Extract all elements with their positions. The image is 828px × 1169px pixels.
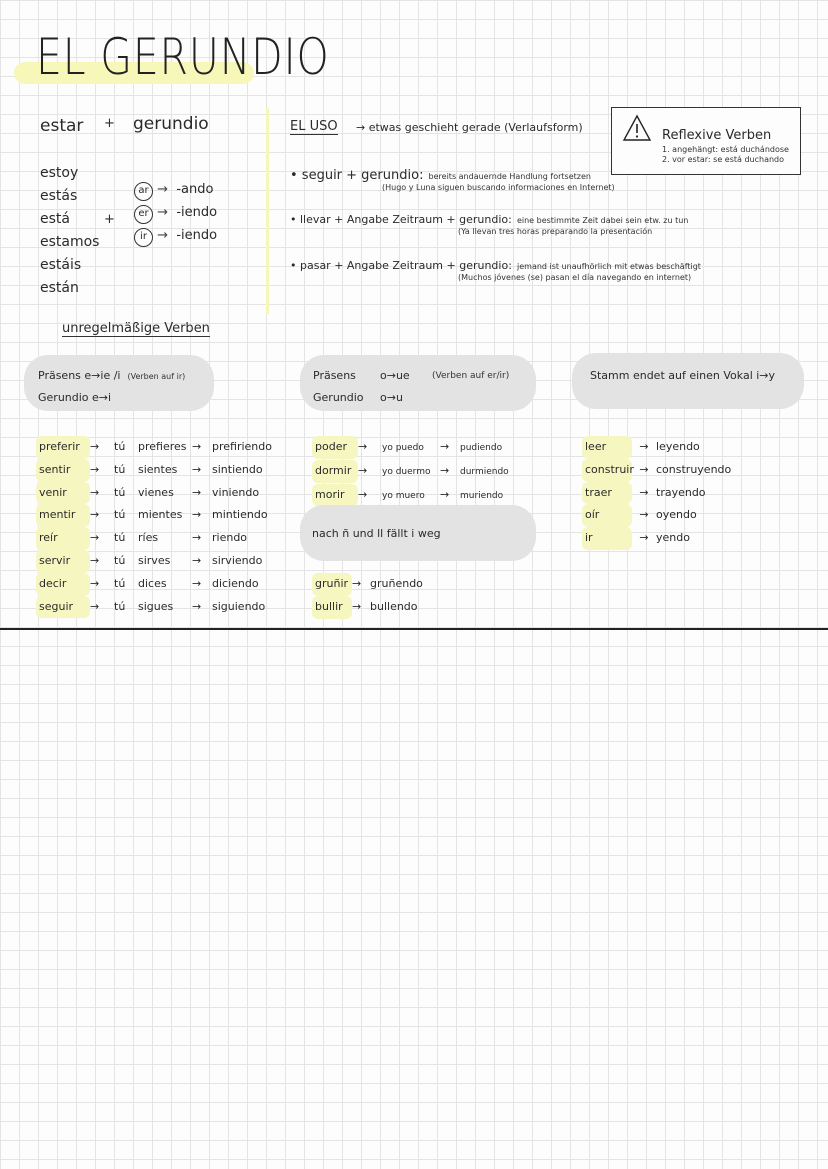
ending-row (134, 178, 217, 201)
infinitive: bullir (312, 596, 352, 619)
group1-pill (24, 355, 214, 411)
ending: -iendo (176, 228, 218, 243)
gerund-form: oyendo (656, 508, 697, 522)
gerund-form: viniendo (212, 485, 260, 499)
plus-sign-2: + (104, 212, 115, 227)
group2-note: (Verben auf er/ir) (432, 371, 510, 381)
table-row (582, 436, 731, 459)
uso-definition: → etwas geschieht gerade (Verlaufsform) (356, 121, 583, 134)
arrow-icon: → (440, 487, 450, 501)
group1-rule: Präsens e→ie /i (38, 369, 121, 382)
reflexive-line: 2. vor estar: se está duchando (662, 155, 785, 164)
arrow-icon: → (192, 553, 202, 567)
ending: -iendo (176, 205, 218, 220)
ending-row (134, 224, 217, 247)
table-row (312, 436, 509, 460)
group3-table (582, 436, 731, 550)
table-row (36, 596, 272, 619)
present-form: yo duermo (382, 466, 431, 477)
stem-circle: ir (134, 228, 153, 247)
plus-sign: + (104, 116, 115, 131)
gerund-form: siguiendo (212, 599, 266, 613)
pronoun: tú (114, 462, 126, 476)
uso-item-desc: bereits andauernde Handlung fortsetzen (428, 172, 591, 181)
infinitive: reír (36, 527, 90, 550)
group1-line1 (38, 369, 185, 382)
conjugation: estás (40, 188, 78, 204)
conjugation: estamos (40, 234, 100, 250)
table-row (312, 460, 509, 484)
arrow-icon: → (90, 599, 100, 613)
gerund-form: leyendo (656, 440, 700, 453)
table-row (36, 482, 272, 505)
arrow-icon: → (639, 508, 649, 522)
arrow-icon: → (352, 577, 362, 590)
conjugation-list (40, 162, 99, 300)
group2-note-pill (300, 505, 536, 561)
divider-highlight (266, 108, 269, 314)
gerund-form: prefiriendo (212, 440, 272, 453)
group2-table2 (312, 573, 423, 619)
gerund-form: durmiendo (460, 466, 509, 477)
infinitive: traer (582, 482, 632, 505)
arrow-icon: → (90, 440, 100, 453)
reflexive-title: Reflexive Verben (662, 128, 772, 143)
gerund-form: yendo (656, 531, 690, 545)
infinitive: venir (36, 482, 90, 505)
group2-pill (300, 355, 536, 411)
arrow-icon: → (639, 531, 649, 545)
conjugation: está (40, 211, 70, 227)
arrow-icon: → (358, 487, 368, 501)
table-row (582, 482, 731, 505)
arrow-icon: → (192, 531, 202, 545)
table-row (36, 459, 272, 482)
arrow-icon: → (90, 531, 100, 545)
group2-line2b: o→u (380, 391, 403, 404)
gerund-form: mintiendo (212, 508, 268, 522)
present-form: ríes (138, 531, 159, 545)
arrow-icon: → (440, 440, 450, 453)
group2-line1a: Präsens (313, 369, 356, 382)
gerundio-label: gerundio (133, 114, 209, 134)
irregular-heading: unregelmäßige Verben (62, 321, 210, 336)
infinitive: oír (582, 504, 632, 527)
pronoun: tú (114, 576, 126, 590)
group2-line1b: o→ue (380, 369, 410, 382)
uso-item-head: • llevar + Angabe Zeitraum + gerundio: (290, 213, 512, 226)
group1-line2: Gerundio e→i (38, 391, 112, 404)
ending-row (134, 201, 217, 224)
table-row (312, 573, 423, 596)
present-form: yo muero (382, 490, 425, 501)
present-form: vienes (138, 485, 174, 499)
table-row (36, 550, 272, 573)
group1-note: (Verben auf ir) (127, 372, 186, 381)
uso-label: EL USO (290, 119, 338, 134)
arrow-icon: → (192, 599, 202, 613)
arrow-icon: → (192, 440, 202, 453)
infinitive: morir (312, 484, 358, 507)
group2-line2a: Gerundio (313, 391, 364, 404)
group1-table (36, 436, 272, 618)
arrow-icon: → (157, 205, 169, 220)
infinitive: poder (312, 436, 358, 459)
uso-item-head: • seguir + gerundio: (290, 168, 424, 183)
pronoun: tú (114, 531, 126, 545)
gerund-form: construyendo (656, 462, 732, 476)
infinitive: mentir (36, 504, 90, 527)
table-row (36, 436, 272, 459)
reflexive-line: 1. angehängt: está duchándose (662, 145, 789, 154)
infinitive: construir (582, 459, 632, 482)
pronoun: tú (114, 599, 126, 613)
present-form: sientes (138, 462, 178, 476)
arrow-icon: → (90, 485, 100, 499)
conjugation: estoy (40, 165, 79, 181)
arrow-icon: → (192, 485, 202, 499)
gerund-form: riendo (212, 531, 248, 545)
infinitive: gruñir (312, 573, 352, 596)
pronoun: tú (114, 508, 126, 522)
uso-item (290, 164, 615, 192)
infinitive: leer (582, 436, 632, 459)
uso-item-example: (Muchos jóvenes (se) pasan el día navegando en internet) (458, 273, 692, 282)
arrow-icon: → (192, 576, 202, 590)
horizontal-rule (0, 628, 828, 630)
uso-item-head: • pasar + Angabe Zeitraum + gerundio: (290, 259, 512, 272)
uso-item-desc: jemand ist unaufhörlich mit etwas beschäftigt (517, 262, 701, 271)
pronoun: tú (114, 485, 126, 499)
arrow-icon: → (639, 462, 649, 476)
arrow-icon: → (358, 463, 368, 477)
estar-label: estar (40, 116, 84, 136)
ending: -ando (176, 182, 214, 197)
arrow-icon: → (90, 508, 100, 522)
conjugation: están (40, 280, 79, 296)
arrow-icon: → (192, 508, 202, 522)
gerund-form: bullendo (370, 599, 418, 613)
stem-circle: er (134, 205, 153, 224)
arrow-icon: → (358, 440, 368, 453)
group3-rule: Stamm endet auf einen Vokal i→y (590, 369, 776, 382)
present-form: sigues (138, 599, 174, 613)
gerund-form: sirviendo (212, 553, 263, 567)
arrow-icon: → (90, 462, 100, 476)
arrow-icon: → (639, 485, 649, 499)
gerund-form: sintiendo (212, 462, 263, 476)
group3-pill (572, 353, 804, 409)
arrow-icon: → (639, 440, 649, 453)
arrow-icon: → (192, 462, 202, 476)
warning-triangle-icon (622, 114, 652, 142)
arrow-icon: → (90, 576, 100, 590)
arrow-icon: → (157, 228, 169, 243)
uso-item-example: (Ya llevan tres horas preparando la presentación (458, 227, 653, 236)
uso-item (290, 208, 688, 236)
infinitive: ir (582, 527, 632, 550)
infinitive: preferir (36, 436, 90, 459)
table-row (582, 527, 731, 550)
table-row (36, 527, 272, 550)
arrow-icon: → (352, 599, 362, 613)
infinitive: seguir (36, 596, 90, 619)
page-title: EL GERUNDIO (36, 28, 330, 86)
present-form: mientes (138, 508, 183, 522)
stem-circle: ar (134, 182, 153, 201)
arrow-icon: → (440, 463, 450, 477)
uso-item-desc: eine bestimmte Zeit dabei sein etw. zu tun (516, 216, 689, 225)
endings-list (134, 178, 217, 247)
table-row (312, 484, 509, 508)
gerund-form: trayendo (656, 485, 706, 499)
gerund-form: gruñendo (370, 577, 423, 590)
uso-item (290, 254, 701, 282)
pronoun: tú (114, 553, 126, 567)
arrow-icon: → (90, 553, 100, 567)
gerund-form: diciendo (212, 576, 259, 590)
nach-rule: nach ñ und ll fällt i weg (312, 527, 441, 540)
present-form: dices (138, 576, 167, 590)
uso-item-example: (Hugo y Luna siguen buscando informaciones en Internet) (382, 183, 615, 192)
infinitive: dormir (312, 460, 358, 483)
infinitive: decir (36, 573, 90, 596)
table-row (582, 459, 731, 482)
pronoun: tú (114, 440, 126, 453)
table-row (36, 504, 272, 527)
arrow-icon: → (157, 182, 169, 197)
infinitive: servir (36, 550, 90, 573)
group2-table (312, 436, 509, 507)
table-row (36, 573, 272, 596)
gerund-form: muriendo (460, 490, 504, 501)
conjugation: estáis (40, 257, 82, 273)
present-form: prefieres (138, 440, 187, 453)
table-row (582, 504, 731, 527)
gerund-form: pudiendo (460, 443, 503, 453)
table-row (312, 596, 423, 619)
present-form: sirves (138, 553, 171, 567)
reflexive-box (611, 107, 801, 175)
infinitive: sentir (36, 459, 90, 482)
present-form: yo puedo (382, 443, 424, 453)
